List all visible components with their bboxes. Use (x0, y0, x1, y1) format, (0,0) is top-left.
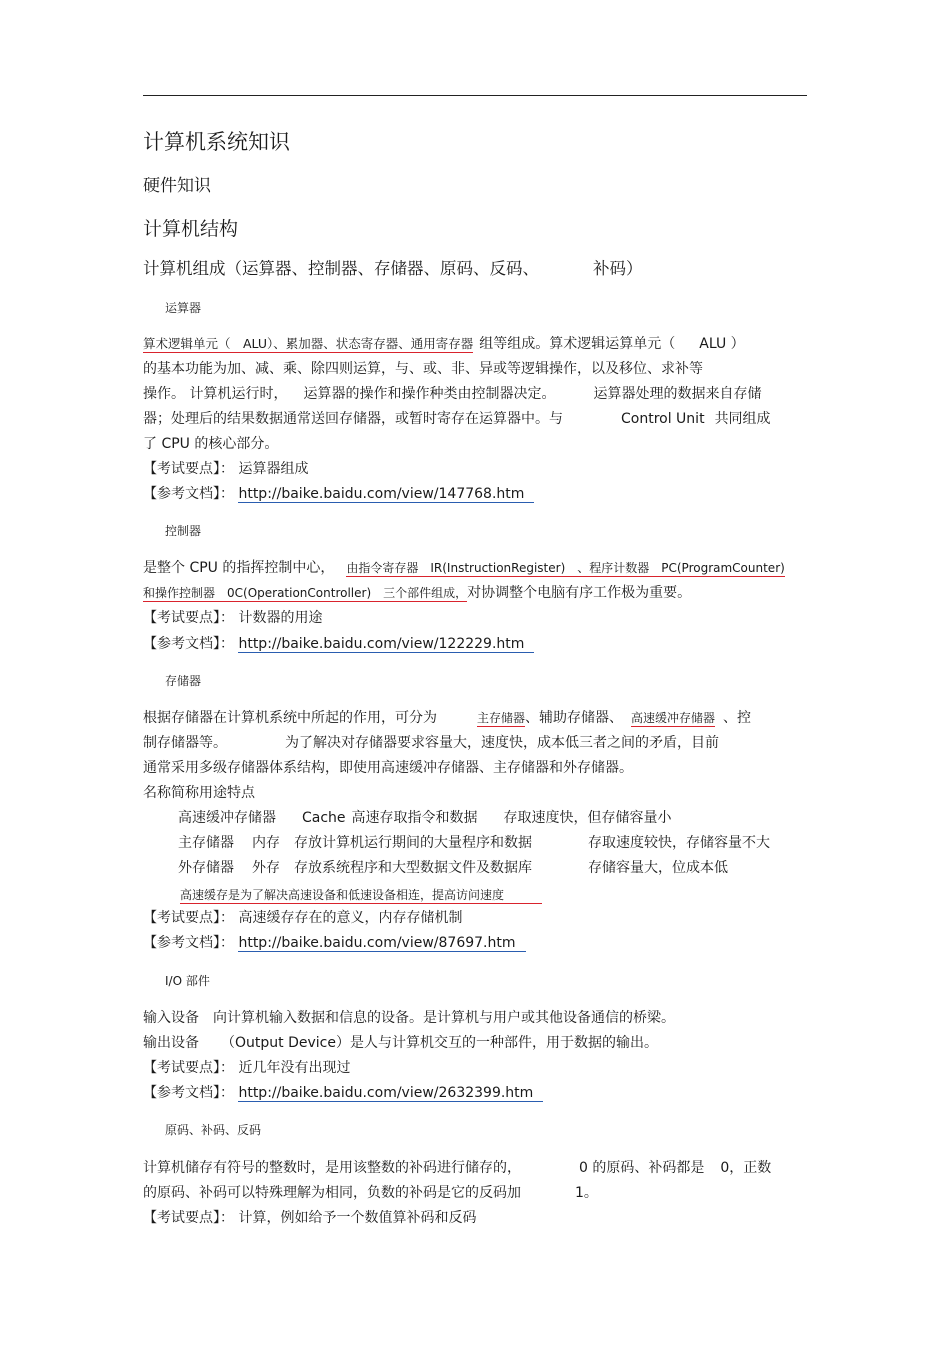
ctrl-reference-link[interactable]: http://baike.baidu.com/view/122229.htm (238, 636, 534, 653)
mem-paragraph-line-1: 根据存储器在计算机系统中所起的作用，可分为 主存储器、辅助存储器、 高速缓冲存储器 、控 (143, 710, 752, 726)
subheading-memory: 存储器 (165, 674, 202, 688)
alu-underline-text: 算术逻辑单元（ ALU）、累加器、状态寄存器、通用寄存器 (143, 336, 474, 351)
mem-table-row: 主存储器 内存 存放计算机运行期间的大量程序和数据 存取速度较快，存储容量不大 (178, 835, 770, 851)
header-rule (143, 95, 807, 96)
subheading-alu: 运算器 (165, 301, 202, 315)
io-paragraph-line-2: 输出设备 （Output Device）是人与计算机交互的一种部件，用于数据的输出。 (143, 1035, 658, 1051)
io-reference: 【参考文档】： http://baike.baidu.com/view/2632399.htm (143, 1083, 543, 1103)
alu-paragraph-line-4: 器；处理后的结果数据通常送回存储器，或暂时寄存在运算器中。与 Control Unit 共同组成 (143, 411, 771, 427)
ctrl-paragraph-line-1: 是整个 CPU 的指挥控制中心， 由指令寄存器 IR(InstructionRegister) 、程序计数器 PC(ProgramCounter) (143, 560, 785, 576)
section-heading-hardware: 硬件知识 (143, 176, 211, 196)
io-exam-point: 【考试要点】： 近几年没有出现过 (143, 1060, 351, 1076)
section-heading-structure: 计算机结构 (143, 218, 239, 240)
mem-exam-point: 【考试要点】： 高速缓存存在的意义，内存存储机制 (143, 910, 463, 926)
mem-reference-link[interactable]: http://baike.baidu.com/view/87697.htm (238, 935, 525, 952)
mem-table-row: 高速缓冲存储器 Cache 高速存取指令和数据 存取速度快，但存储容量小 (178, 810, 672, 826)
ctrl-underline-text-1: 由指令寄存器 IR(InstructionRegister) 、程序计数器 PC(ProgramCounter) (346, 561, 785, 575)
ctrl-reference: 【参考文档】： http://baike.baidu.com/view/122229.htm (143, 634, 534, 654)
ctrl-exam-point: 【考试要点】： 计数器的用途 (143, 610, 323, 626)
page-title: 计算机系统知识 (143, 130, 290, 154)
subheading-controller: 控制器 (165, 524, 202, 538)
alu-paragraph-line-5: 了 CPU 的核心部分。 (143, 436, 279, 452)
alu-reference: 【参考文档】： http://baike.baidu.com/view/147768.htm (143, 484, 534, 504)
alu-reference-link[interactable]: http://baike.baidu.com/view/147768.htm (238, 486, 534, 503)
alu-paragraph-line-2: 的基本功能为加、减、乘、除四则运算，与、或、非、异或等逻辑操作，以及移位、求补等 (143, 361, 703, 377)
subheading-io: I/O 部件 (165, 974, 210, 988)
mem-paragraph-line-3: 通常采用多级存储器体系结构，即使用高速缓冲存储器、主存储器和外存储器。 (143, 760, 633, 776)
code-exam-point: 【考试要点】： 计算，例如给予一个数值算补码和反码 (143, 1210, 477, 1226)
mem-table-row: 外存储器 外存 存放系统程序和大型数据文件及数据库 存储容量大，位成本低 (178, 860, 728, 876)
io-reference-link[interactable]: http://baike.baidu.com/view/2632399.htm (238, 1085, 543, 1102)
mem-underline-cache: 高速缓冲存储器 (631, 711, 716, 725)
mem-note: 高速缓存是为了解决高速设备和低速设备相连，提高访问速度 (180, 885, 542, 905)
ctrl-underline-text-2: 和操作控制器 0C(OperationController) 三个部件组成， (143, 586, 468, 600)
mem-reference: 【参考文档】： http://baike.baidu.com/view/87697.htm (143, 933, 526, 953)
alu-paragraph-line-3: 操作。 计算机运行时， 运算器的操作和操作种类由控制器决定。 运算器处理的数据来自存储 (143, 386, 762, 402)
ctrl-paragraph-line-2: 和操作控制器 0C(OperationController) 三个部件组成，对协调整个电脑有序工作极为重要。 (143, 585, 692, 601)
mem-table-header: 名称简称用途特点 (143, 785, 255, 801)
code-paragraph-line-2: 的原码、补码可以特殊理解为相同，负数的补码是它的反码加 1。 (143, 1185, 598, 1201)
io-paragraph-line-1: 输入设备 向计算机输入数据和信息的设备。是计算机与用户或其他设备通信的桥梁。 (143, 1010, 675, 1026)
alu-paragraph-line-1: 算术逻辑单元（ ALU）、累加器、状态寄存器、通用寄存器 组等组成。算术逻辑运算单元（ ALU ） (143, 336, 745, 352)
mem-underline-main: 主存储器 (477, 711, 526, 725)
mem-paragraph-line-2: 制存储器等。 为了解决对存储器要求容量大，速度快，成本低三者之间的矛盾，目前 (143, 735, 719, 751)
subheading-codes: 原码、补码、反码 (165, 1123, 262, 1137)
alu-exam-point: 【考试要点】： 运算器组成 (143, 461, 309, 477)
code-paragraph-line-1: 计算机储存有符号的整数时，是用该整数的补码进行储存的， 0 的原码、补码都是 0，正数 (143, 1160, 772, 1176)
section-heading-composition: 计算机组成（运算器、控制器、存储器、原码、反码、 补码） (143, 259, 643, 278)
